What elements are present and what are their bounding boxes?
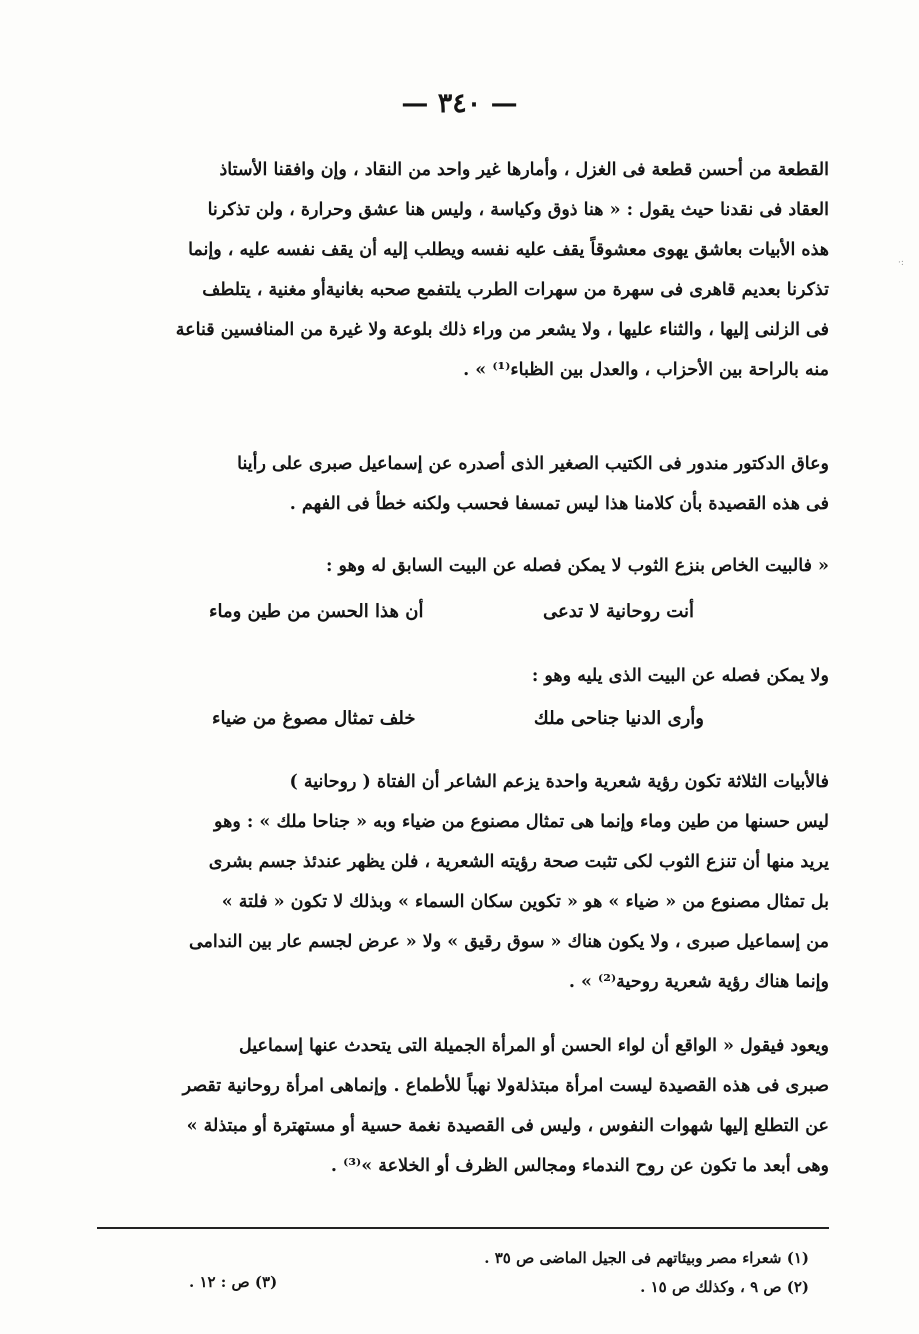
footnote-1: (١) شعراء مصر وبيئاتهم فى الجيل الماضى ص ٣٥ . xyxy=(484,1249,809,1267)
text-line: تذكرنا بعديم قاهرى فى سهرة من سهرات الطرب يلتفمع صحبه بغانيةأو مغنية ، يتلطف xyxy=(202,280,829,300)
text-line: فالأبيات الثلاثة تكون رؤية شعرية واحدة يزعم الشاعر أن الفتاة ( روحانية ) xyxy=(289,772,829,792)
text-line: « فالبيت الخاص بنزع الثوب لا يمكن فصله عن البيت السابق له وهو : xyxy=(325,556,829,576)
text-line: ويعود فيقول « الواقع أن لواء الحسن أو المرأة الجميلة التى يتحدث عنها إسماعيل xyxy=(239,1036,829,1056)
text-line: ولا يمكن فصله عن البيت الذى يليه وهو : xyxy=(531,666,829,686)
poetry-verse-2 xyxy=(212,708,704,740)
verse-first-hemistich: وأرى الدنيا جناحى ملك xyxy=(533,708,704,729)
verse-second-hemistich: خلف تمثال مصوغ من ضياء xyxy=(212,708,416,729)
text-line: من إسماعيل صبرى ، ولا يكون هناك « سوق رقيق » ولا « عرض لجسم عار بين الندامى xyxy=(188,932,829,952)
poetry-verse-1 xyxy=(209,601,694,633)
verse-intro-2 xyxy=(97,656,829,696)
footnote-2: (٢) ص ٩ ، وكذلك ص ١٥ . xyxy=(640,1278,809,1296)
footnote-divider xyxy=(97,1227,829,1229)
text-line: يريد منها أن تنزع الثوب لكى تثبت صحة رؤيته الشعرية ، فلن يظهر عندئذ جسم بشرى xyxy=(208,852,829,872)
verse-first-hemistich: أنت روحانية لا تدعى xyxy=(542,601,694,622)
text-line: العقاد فى نقدنا حيث يقول : « هنا ذوق وكياسة ، وليس هنا عشق وحرارة ، ولن تذكرنا xyxy=(207,200,829,220)
verse-intro-1 xyxy=(97,546,829,586)
page-number: — ٣٤٠ — xyxy=(401,88,518,119)
text-line: وهى أبعد ما تكون عن روح الندماء ومجالس الظرف أو الخلاعة »⁽³⁾ . xyxy=(330,1156,829,1176)
margin-speck: ·: xyxy=(898,258,904,268)
footnote-3: (٣) ص : ١٢ . xyxy=(189,1273,278,1291)
verse-second-hemistich: أن هذا الحسن من طين وماء xyxy=(209,601,424,622)
text-line: القطعة من أحسن قطعة فى الغزل ، وأمارها غير واحد من النقاد ، وإن وافقنا الأستاذ xyxy=(219,160,829,180)
text-line: فى هذه القصيدة بأن كلامنا هذا ليس تمسفا فحسب ولكنه خطأ فى الفهم . xyxy=(289,494,829,514)
paragraph-2 xyxy=(97,444,829,524)
paragraph-1 xyxy=(97,150,829,390)
text-line: عن التطلع إليها شهوات النفوس ، وليس فى القصيدة نغمة حسية أو مستهترة أو مبتذلة » xyxy=(186,1116,829,1136)
text-line: فى الزلنى إليها ، والثناء عليها ، ولا يشعر من وراء ذلك بلوعة ولا غيرة من المنافسين قناعة xyxy=(175,320,829,340)
text-line: ليس حسنها من طين وماء وإنما هى تمثال مصنوع من ضياء وبه « جناحا ملك » : وهو xyxy=(214,812,829,832)
text-line: صبرى فى هذه القصيدة ليست امرأة مبتذلةولا نهباً للأطماع . وإنماهى امرأة روحانية تقصر xyxy=(182,1076,829,1096)
paragraph-4 xyxy=(97,1026,829,1186)
text-line: وإنما هناك رؤية شعرية روحية⁽²⁾ » . xyxy=(568,972,829,992)
text-line: هذه الأبيات بعاشق يهوى معشوقاً يقف عليه نفسه ويطلب إليه أن يقف نفسه عليه ، وإنما xyxy=(188,240,829,260)
footnotes xyxy=(129,1244,809,1302)
paragraph-3 xyxy=(97,762,829,1002)
text-line: وعاق الدكتور مندور فى الكتيب الصغير الذى أصدره عن إسماعيل صبرى على رأينا xyxy=(237,454,829,474)
text-line: منه بالراحة بين الأحزاب ، والعدل بين الظباء⁽¹⁾ » . xyxy=(463,360,829,380)
text-line: بل تمثال مصنوع من « ضياء » هو « تكوين سكان السماء » وبذلك لا تكون « فلتة » xyxy=(221,892,829,912)
